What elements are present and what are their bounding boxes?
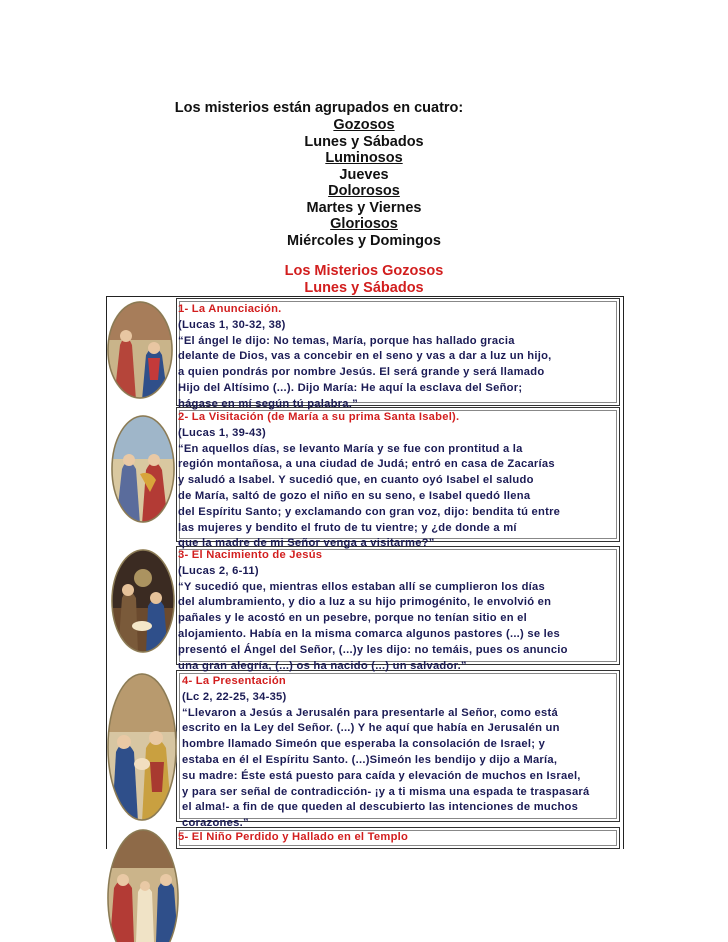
mystery-line: de María, saltó de gozo el niño en su seno, e Isabel quedó llena	[178, 489, 531, 502]
mystery-line: pañales y le acostó en un pesebre, porque no tenían sitio en el	[178, 612, 527, 625]
group-name-dolorosos: Dolorosos	[328, 183, 400, 199]
mystery-title: 4- La Presentación	[182, 675, 286, 687]
mystery-line: su madre: Éste está puesto para caída y elevación de muchos en Israel,	[182, 769, 581, 782]
mystery-line: “Llevaron a Jesús a Jerusalén para presentarle al Señor, como está	[182, 706, 558, 719]
mystery-line: región montañosa, a una ciudad de Judá; entró en casa de Zacarías	[178, 458, 555, 471]
mystery-title: 1- La Anunciación.	[178, 303, 282, 315]
mystery-line: hombre llamado Simeón que esperaba la consolación de Israel; y	[182, 738, 546, 751]
mystery-line: alojamiento. Había en la misma comarca algunos pastores (...) se les	[178, 627, 560, 640]
finding-in-temple-image	[106, 828, 180, 942]
mystery-line: estaba en él el Espíritu Santo. (...)Simeón les bendijo y dijo a María,	[182, 753, 558, 766]
intro-heading: Los misterios están agrupados en cuatro:	[174, 100, 464, 116]
mystery-line: presentó el Ángel del Señor, (...)y les dijo: no temáis, pues os anuncio	[178, 643, 568, 656]
presentation-image	[106, 672, 178, 822]
mystery-5	[178, 830, 628, 846]
mystery-line: Hijo del Altísimo (...). Dijo María: He aquí la esclava del Señor;	[178, 381, 523, 394]
mystery-line: (Lc 2, 22-25, 34-35)	[182, 690, 287, 703]
mystery-title: 2- La Visitación (de María a su prima Santa Isabel).	[178, 411, 460, 423]
nativity-image	[110, 548, 176, 654]
mystery-2	[178, 410, 628, 552]
mystery-line: (Lucas 2, 6-11)	[178, 564, 259, 577]
visitation-image	[110, 414, 176, 524]
mystery-1	[178, 302, 628, 413]
mystery-line: escrito en la Ley del Señor. (...) Y he aquí que había en Jerusalén un	[182, 722, 560, 735]
section-title: Los Misterios Gozosos	[284, 263, 444, 279]
mystery-line: del alumbramiento, y dio a luz a su hijo primogénito, le envolvió en	[178, 596, 552, 609]
mystery-title: 3- El Nacimiento de Jesús	[178, 549, 323, 561]
mystery-line: del Espíritu Santo; y exclamando con gran voz, dijo: bendita tú entre	[178, 505, 561, 518]
annunciation-image	[106, 300, 174, 400]
group-name-gloriosos: Gloriosos	[330, 216, 398, 232]
mystery-line: y para ser señal de contradicción- ¡y a ti misma una espada te traspasará	[182, 785, 590, 798]
mystery-line: corazones.”	[182, 817, 249, 830]
mystery-line: que la madre de mi Señor venga a visitarme?”	[178, 537, 435, 550]
mystery-line: “El ángel le dijo: No temas, María, porque has hallado gracia	[178, 334, 515, 347]
group-name-luminosos: Luminosos	[325, 150, 403, 166]
group-name-gozosos: Gozosos	[333, 117, 395, 133]
mystery-3	[178, 548, 628, 674]
group-days-luminosos: Jueves	[339, 166, 389, 183]
group-days-dolorosos: Martes y Viernes	[306, 199, 422, 216]
mystery-4	[182, 674, 632, 832]
mystery-line: hágase en mí según tú palabra.”	[178, 397, 358, 410]
mystery-line: (Lucas 1, 30-32, 38)	[178, 318, 286, 331]
mystery-title: 5- El Niño Perdido y Hallado en el Templo	[178, 831, 409, 843]
section-days: Lunes y Sábados	[304, 280, 424, 296]
mystery-line: el alma!- a fin de que queden al descubierto las intenciones de muchos	[182, 801, 579, 814]
intro	[0, 100, 728, 249]
mystery-line: una gran alegría, (...) os ha nacido (...) un salvador.”	[178, 659, 467, 672]
mystery-line: delante de Dios, vas a concebir en el seno y vas a dar a luz un hijo,	[178, 350, 552, 363]
mystery-line: y saludó a Isabel. Y sucedió que, en cuanto oyó Isabel el saludo	[178, 474, 534, 487]
mystery-line: a quien pondrás por nombre Jesús. El será grande y será llamado	[178, 366, 545, 379]
mystery-line: “En aquellos días, se levanto María y se fue con prontitud a la	[178, 442, 523, 455]
group-days-gozosos: Lunes y Sábados	[304, 133, 424, 150]
mystery-line: (Lucas 1, 39-43)	[178, 426, 266, 439]
mystery-line: “Y sucedió que, mientras ellos estaban allí se cumplieron los días	[178, 580, 545, 593]
mystery-line: las mujeres y bendito el fruto de tu vientre; y ¿de donde a mí	[178, 521, 517, 534]
group-days-gloriosos: Miércoles y Domingos	[287, 232, 441, 249]
